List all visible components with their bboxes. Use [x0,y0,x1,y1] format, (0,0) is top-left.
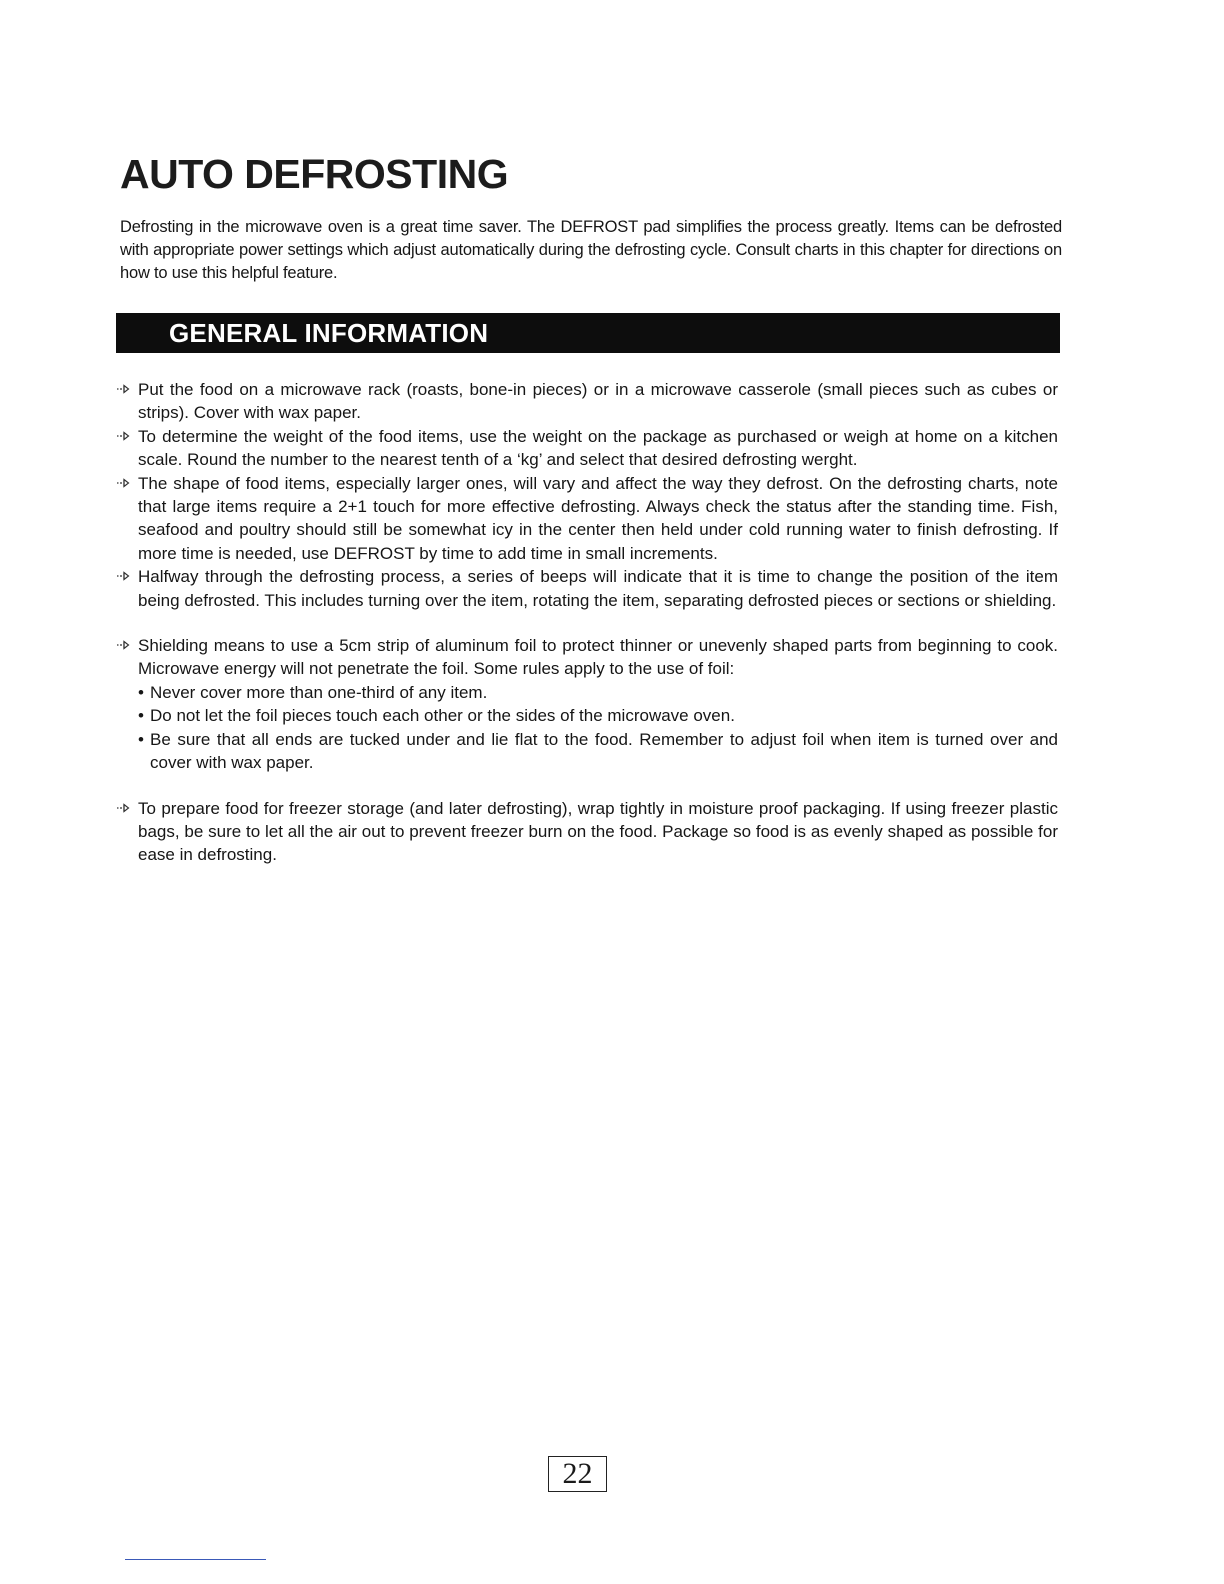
hollow-arrow-icon [116,378,134,401]
list-item [116,378,1058,425]
page-title: AUTO DEFROSTING [120,151,509,197]
list-item-text: To determine the weight of the food items, use the weight on the package as purchased or weigh at home on a kitchen scale. Round the number to the nearest tenth of a ‘kg’ and select that desired defrosting werght. [138,426,1058,470]
list-item-text: The shape of food items, especially larger ones, will vary and affect the way they defrost. On the defrosting charts, note that large items require a 2+1 touch for more effective defrosting. Always check the status after the standing time. Fish, seafood and poultry should still be somewhat icy in the center then held under cold running water to finish defrosting. If more time is needed, use DEFROST by time to add time in small increments. [138,473,1058,563]
list-item-text: Halfway through the defrosting process, a series of beeps will indicate that it is time to change the position of the item being defrosted. This includes turning over the item, rotating the item, separating defrosted pieces or sections or shielding. [138,567,1058,610]
hollow-arrow-icon [116,634,134,657]
page-number: 22 [548,1456,607,1492]
list-item-text: To prepare food for freezer storage (and later defrosting), wrap tightly in moisture proof packaging. If using freezer plastic bags, be sure to let all the air out to prevent freezer burn on the food. Package so food is as evenly shaped as possible for ease in defrosting. [138,798,1058,865]
sub-list-item-text: Never cover more than one-third of any item. [150,682,488,702]
hollow-arrow-icon [116,425,134,448]
bullet-dot-icon: • [138,706,144,726]
hollow-arrow-icon [116,472,134,495]
list-item [116,425,1058,472]
sub-list-item-text: Be sure that all ends are tucked under and lie flat to the food. Remember to adjust foil when item is turned over and cover with wax paper. [150,729,1058,773]
list-item [116,472,1058,566]
bullet-dot-icon: • [138,729,144,749]
footer-rule [125,1559,266,1560]
list-item [116,565,1058,612]
list-item [116,797,1058,867]
sub-list-item-text: Do not let the foil pieces touch each other or the sides of the microwave oven. [150,706,735,726]
hollow-arrow-icon [116,797,134,820]
list-item-text: Put the food on a microwave rack (roasts, bone-in pieces) or in a microwave casserole (small pieces such as cubes or strips). Cover with wax paper. [138,380,1058,423]
section-header-bar [116,313,1060,353]
bullet-dot-icon: • [138,682,144,702]
general-information-list [116,378,1058,867]
section-heading: GENERAL INFORMATION [169,317,489,348]
list-item-text: Shielding means to use a 5cm strip of aluminum foil to protect thinner or unevenly shaped parts from beginning to cook. Microwave energy will not penetrate the foil. Some rules apply to the use of foil: [138,636,1058,679]
intro-paragraph: Defrosting in the microwave oven is a great time saver. The DEFROST pad simplifies the process greatly. Items can be defrosted with appropriate power settings which adjust automatically during the defrosting cycle. Consult charts in this chapter for directions on how to use this helpful feature. [120,218,1062,282]
sub-list-item [138,704,1058,727]
list-item [116,634,1058,774]
hollow-arrow-icon [116,565,134,588]
sub-list-item [138,728,1058,775]
sub-list-item [138,681,1058,704]
foil-rules-list [138,681,1058,775]
